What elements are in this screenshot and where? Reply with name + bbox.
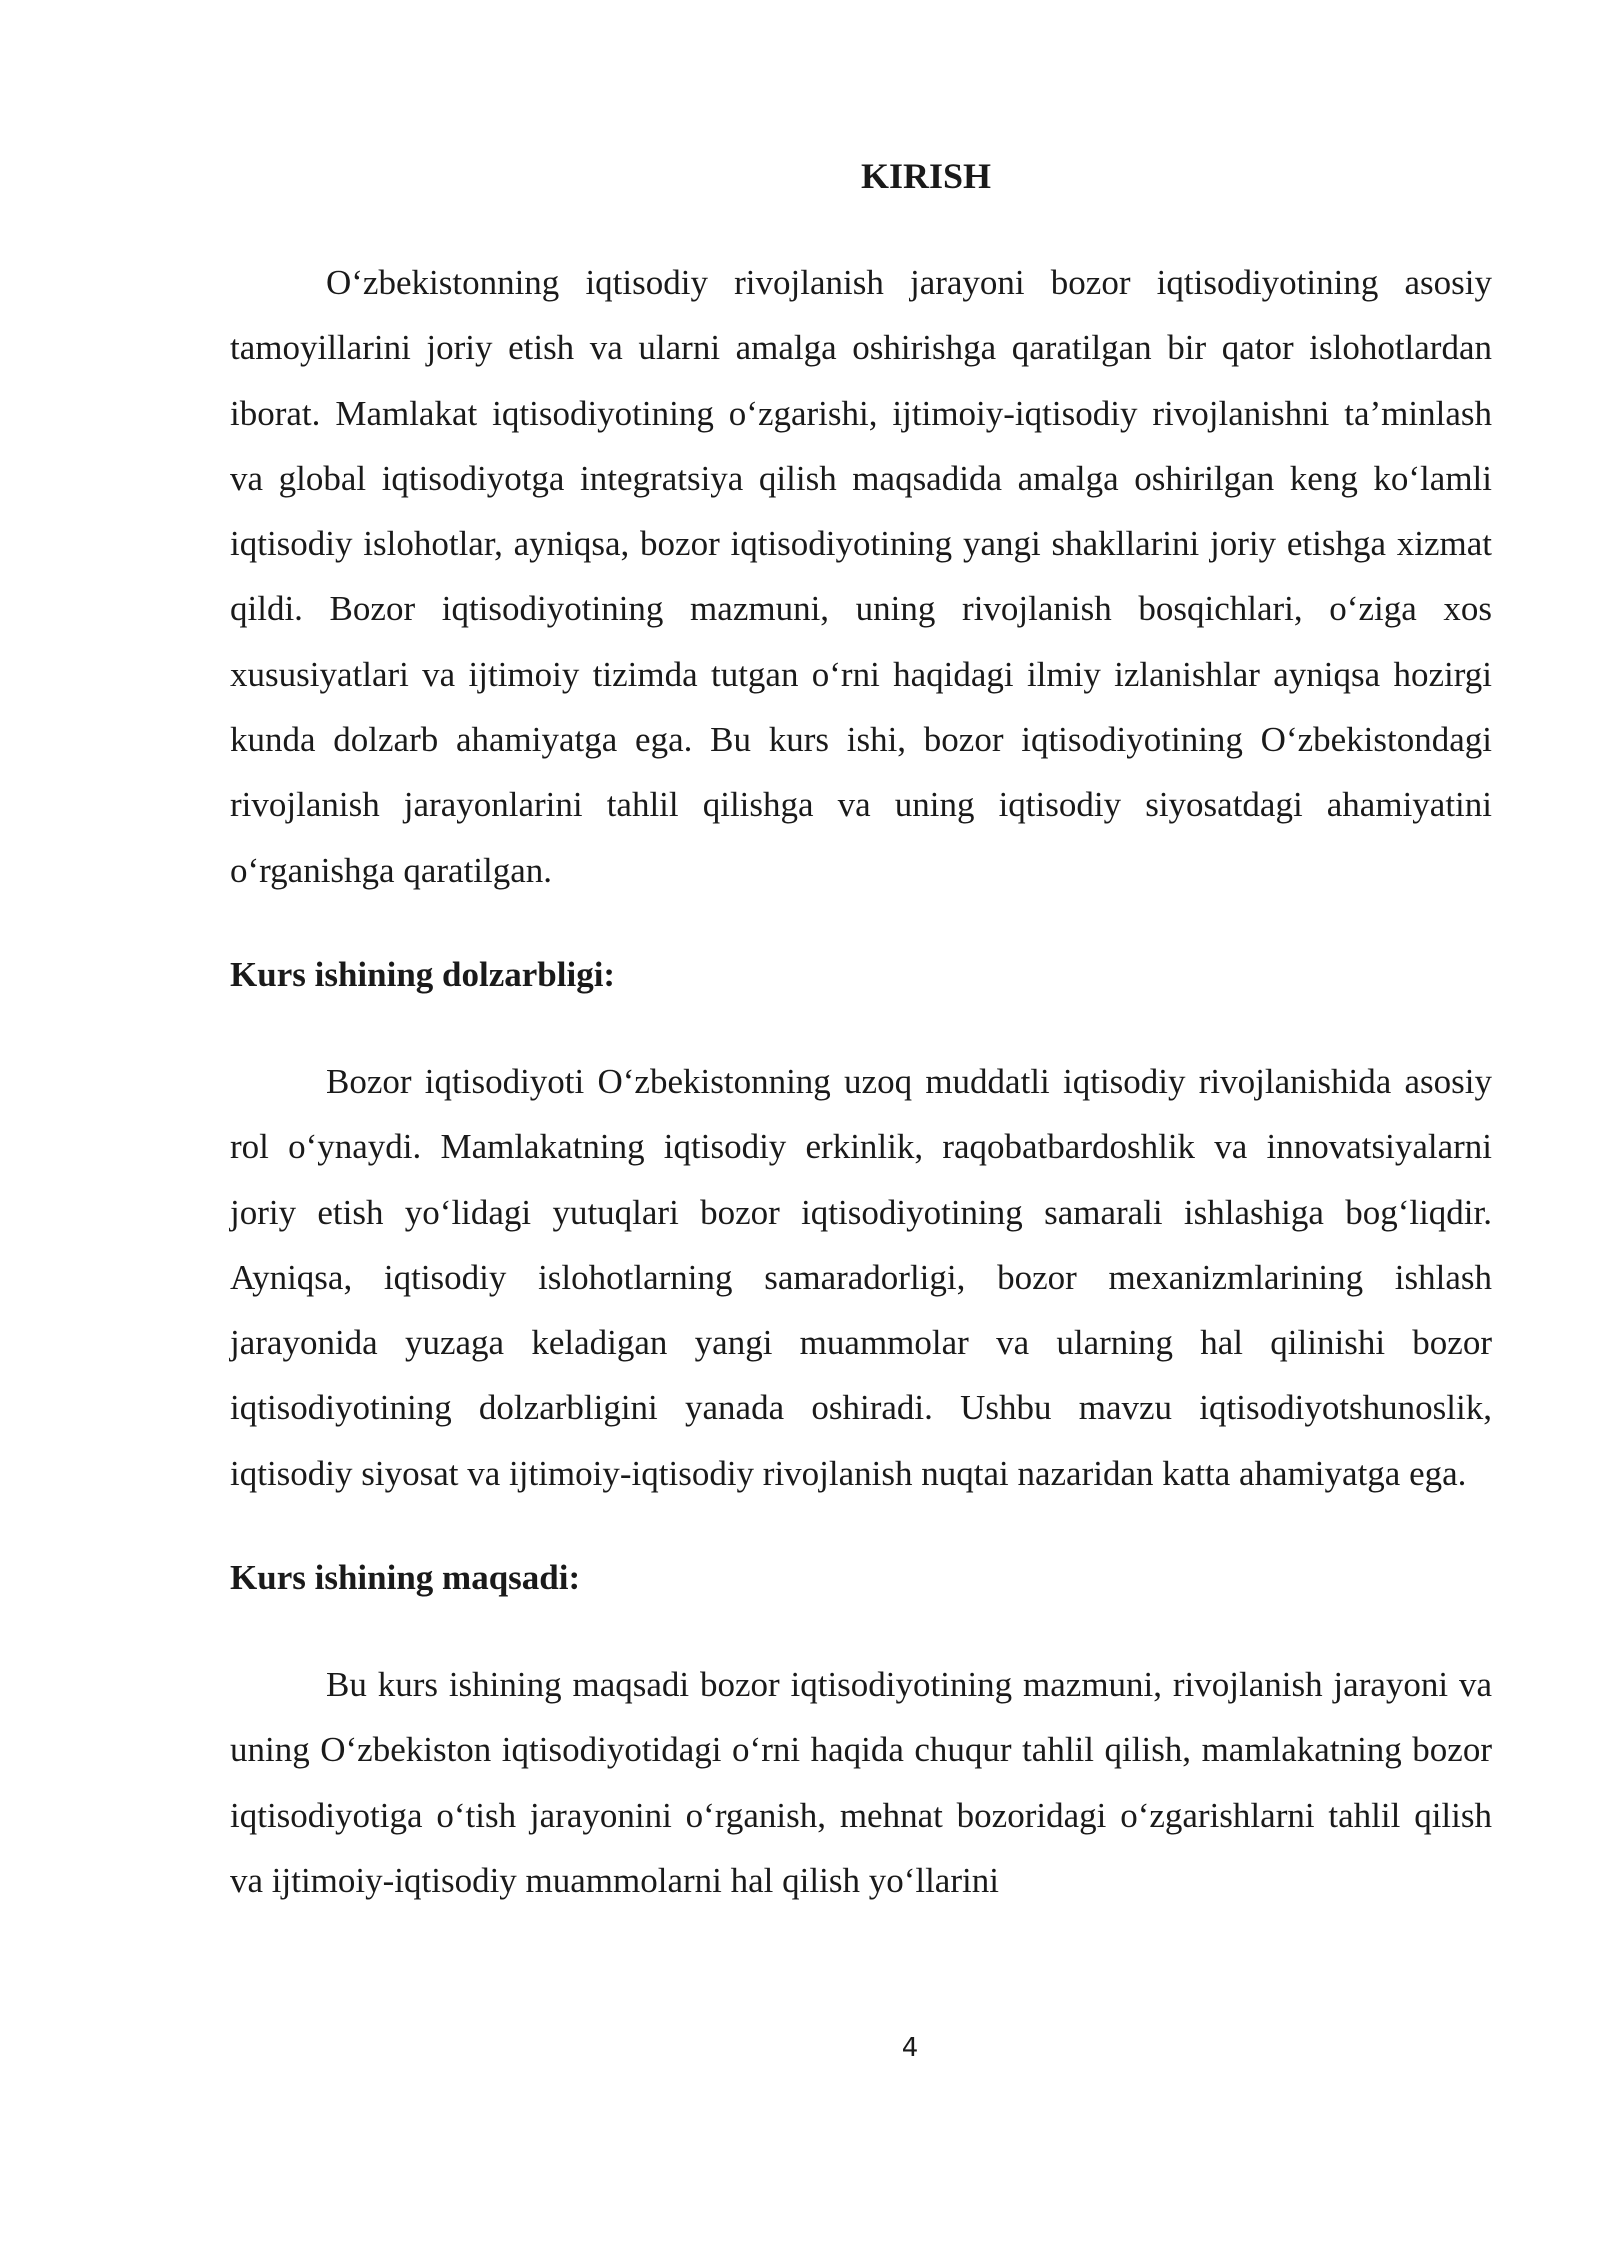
section-heading-relevance: Kurs ishining dolzarbligi: — [230, 954, 616, 994]
page-number: 4 — [901, 2033, 919, 2063]
page-content — [230, 148, 1492, 1913]
page-title: KIRISH — [860, 156, 992, 196]
section-paragraph-relevance: Bozor iqtisodiyoti O‘zbekistonning uzoq muddatli iqtisodiy rivojlanishida asosiy rol o‘ynaydi. Mamlakatning iqtisodiy erkinlik, raqobatbardoshlik va innovatsiyalarni joriy etish yo‘lidagi yutuqlari bozor iqtisodiyotining samarali ishlashiga bog‘liqdir. Ayniqsa, iqtisodiy islohotlarning samaradorligi, bozor mexanizmlarining ishlash jarayonida yuzaga keladigan yangi muammolar va ularning hal qilinishi bozor iqtisodiyotining dolzarbligini yanada oshiradi. Ushbu mavzu iqtisodiyotshunoslik, iqtisodiy siyosat va ijtimoiy-iqtisodiy rivojlanish nuqtai nazaridan katta ahamiyatga ega. — [230, 1061, 1492, 1493]
intro-paragraph: O‘zbekistonning iqtisodiy rivojlanish jarayoni bozor iqtisodiyotining asosiy tamoyillarini joriy etish va ularni amalga oshirishga qaratilgan bir qator islohotlardan iborat. Mamlakat iqtisodiyotining o‘zgarishi, ijtimoiy-iqtisodiy rivojlanishni ta’minlash va global iqtisodiyotga integratsiya qilish maqsadida amalga oshirilgan keng ko‘lamli iqtisodiy islohotlar, ayniqsa, bozor iqtisodiyotining yangi shakllarini joriy etishga xizmat qildi. Bozor iqtisodiyotining mazmuni, uning rivojlanish bosqichlari, o‘ziga xos xususiyatlari va ijtimoiy tizimda tutgan o‘rni haqidagi ilmiy izlanishlar ayniqsa hozirgi kunda dolzarb ahamiyatga ega. Bu kurs ishi, bozor iqtisodiyotining O‘zbekistondagi rivojlanish jarayonlarini tahlil qilishga va uning iqtisodiy siyosatdagi ahamiyatini o‘rganishga qaratilgan. — [230, 263, 1492, 890]
section-heading-goal: Kurs ishining maqsadi: — [230, 1558, 581, 1598]
section-paragraph-goal: Bu kurs ishining maqsadi bozor iqtisodiyotining mazmuni, rivojlanish jarayoni va uning O‘zbekiston iqtisodiyotidagi o‘rni haqida chuqur tahlil qilish, mamlakatning bozor iqtisodiyotiga o‘tish jarayonini o‘rganish, mehnat bozoridagi o‘zgarishlarni tahlil qilish va ijtimoiy-iqtisodiy muammolarni hal qilish yo‘llarini — [230, 1665, 1492, 1900]
